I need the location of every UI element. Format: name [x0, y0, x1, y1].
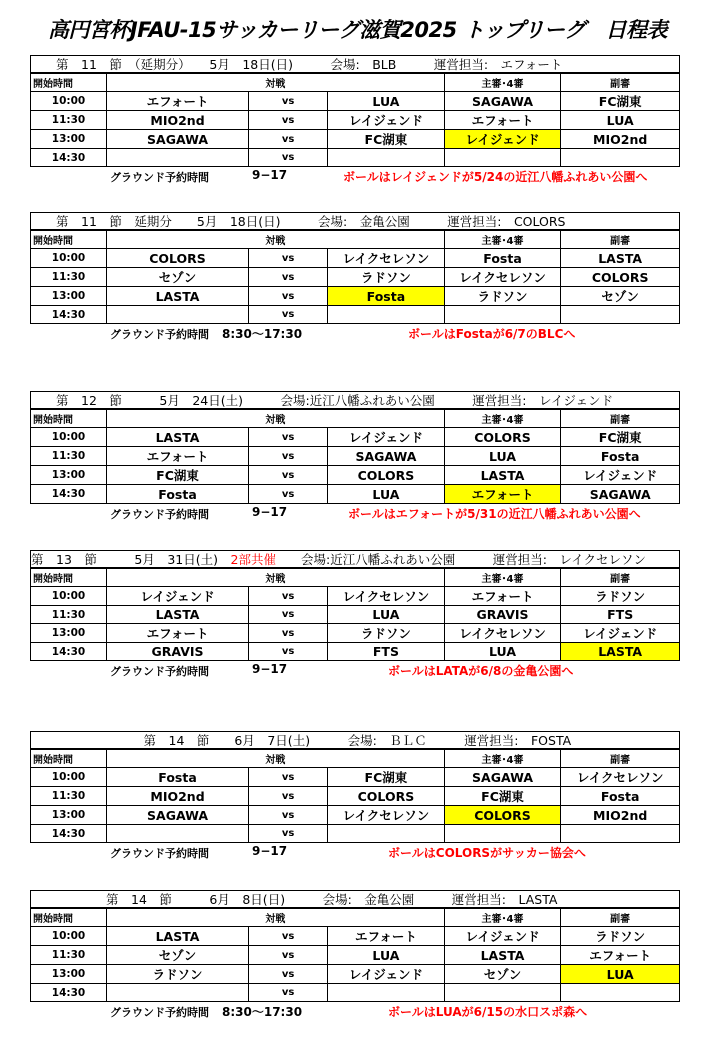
- referee: [444, 825, 561, 843]
- kickoff-time: 14:30: [31, 984, 107, 1002]
- table-row: [31, 249, 680, 268]
- schedule-block: [30, 212, 680, 344]
- kickoff-time: 10:00: [31, 249, 107, 268]
- kickoff-time: 13:00: [31, 287, 107, 306]
- assistant-referee: LUA: [561, 111, 680, 130]
- vs-label: vs: [249, 306, 328, 324]
- assistant-referee: FC湖東: [561, 428, 680, 447]
- kickoff-time: 10:00: [31, 92, 107, 111]
- assistant-referee: FTS: [561, 606, 680, 624]
- assistant-referee: LASTA: [561, 249, 680, 268]
- referee: エフォート: [444, 111, 561, 130]
- assistant-referee: MIO2nd: [561, 130, 680, 149]
- ground-time: 9−17: [252, 168, 288, 182]
- referee: LASTA: [444, 946, 561, 965]
- ground-time: 9−17: [252, 505, 288, 519]
- vs-label: vs: [249, 606, 328, 624]
- col-time: 開始時間: [31, 750, 107, 768]
- away-team: Fosta: [328, 287, 445, 306]
- match-table: [30, 908, 680, 1002]
- vs-label: vs: [249, 447, 328, 466]
- match-table: [30, 73, 680, 167]
- assistant-referee: COLORS: [561, 268, 680, 287]
- table-row: [31, 965, 680, 984]
- home-team: FC湖東: [107, 466, 249, 485]
- page-title: 高円宮杯JFAU-15サッカーリーグ滋賀2025 トップリーグ 日程表: [47, 18, 668, 42]
- col-match: 対戦: [107, 410, 445, 428]
- away-team: COLORS: [328, 787, 445, 806]
- table-row: [31, 643, 680, 661]
- matchday-info: 第 12 節 5月 24日(土) 会場:近江八幡ふれあい公園 運営担当: レイジェンド: [31, 393, 614, 408]
- referee: SAGAWA: [444, 768, 561, 787]
- home-team: エフォート: [107, 92, 249, 111]
- vs-label: vs: [249, 768, 328, 787]
- col-referee: 主審･4審: [444, 750, 561, 768]
- kickoff-time: 14:30: [31, 643, 107, 661]
- matchday-info: 第 14 節 6月 8日(日) 会場: 金亀公園 運営担当: LASTA: [31, 892, 558, 907]
- col-referee: 主審･4審: [444, 569, 561, 587]
- home-team: セゾン: [107, 268, 249, 287]
- co-host-note: 2部共催: [230, 552, 276, 567]
- home-team: LASTA: [107, 287, 249, 306]
- referee: ラドソン: [444, 287, 561, 306]
- away-team: FC湖東: [328, 130, 445, 149]
- column-header-row: [31, 231, 680, 249]
- home-team: LASTA: [107, 927, 249, 946]
- referee: エフォート: [444, 485, 561, 504]
- kickoff-time: 14:30: [31, 825, 107, 843]
- referee: セゾン: [444, 965, 561, 984]
- table-row: [31, 466, 680, 485]
- col-time: 開始時間: [31, 74, 107, 92]
- col-assistant: 副審: [561, 750, 680, 768]
- matchday-header: [30, 550, 680, 568]
- kickoff-time: 14:30: [31, 485, 107, 504]
- away-team: FC湖東: [328, 768, 445, 787]
- vs-label: vs: [249, 825, 328, 843]
- assistant-referee: FC湖東: [561, 92, 680, 111]
- assistant-referee: レイクセレソン: [561, 768, 680, 787]
- ball-note: ボールはエフォートが5/31の近江八幡ふれあい公園へ: [348, 507, 641, 521]
- away-team: レイジェンド: [328, 111, 445, 130]
- column-header-row: [31, 909, 680, 927]
- kickoff-time: 11:30: [31, 606, 107, 624]
- table-row: [31, 485, 680, 504]
- matchday-header: [30, 890, 680, 908]
- home-team: エフォート: [107, 624, 249, 643]
- matchday-header: [30, 212, 680, 230]
- ground-note: [30, 167, 680, 187]
- match-table: [30, 409, 680, 504]
- away-team: [328, 984, 445, 1002]
- matchday-header: [30, 391, 680, 409]
- matchday-info: 第 11 節 延期分 5月 18日(日) 会場: 金亀公園 運営担当: COLORS: [31, 214, 566, 229]
- kickoff-time: 10:00: [31, 768, 107, 787]
- table-row: [31, 927, 680, 946]
- away-team: LUA: [328, 946, 445, 965]
- column-header-row: [31, 74, 680, 92]
- col-assistant: 副審: [561, 909, 680, 927]
- table-row: [31, 92, 680, 111]
- matchday-info: 第 14 節 6月 7日(土) 会場: ＢＬＣ 運営担当: FOSTA: [31, 733, 572, 748]
- col-match: 対戦: [107, 909, 445, 927]
- referee: GRAVIS: [444, 606, 561, 624]
- assistant-referee: ラドソン: [561, 587, 680, 606]
- ground-note: [30, 504, 680, 524]
- vs-label: vs: [249, 249, 328, 268]
- vs-label: vs: [249, 806, 328, 825]
- ground-label: グラウンド予約時間: [110, 1006, 209, 1019]
- referee: COLORS: [444, 806, 561, 825]
- home-team: [107, 984, 249, 1002]
- away-team: レイジェンド: [328, 965, 445, 984]
- assistant-referee: [561, 984, 680, 1002]
- kickoff-time: 10:00: [31, 927, 107, 946]
- away-team: レイクセレソン: [328, 249, 445, 268]
- home-team: SAGAWA: [107, 806, 249, 825]
- away-team: COLORS: [328, 466, 445, 485]
- kickoff-time: 13:00: [31, 965, 107, 984]
- referee: LASTA: [444, 466, 561, 485]
- schedule-block: [30, 55, 680, 187]
- away-team: ラドソン: [328, 268, 445, 287]
- col-assistant: 副審: [561, 231, 680, 249]
- table-row: [31, 806, 680, 825]
- assistant-referee: SAGAWA: [561, 485, 680, 504]
- home-team: LASTA: [107, 428, 249, 447]
- table-row: [31, 787, 680, 806]
- assistant-referee: Fosta: [561, 787, 680, 806]
- table-row: [31, 447, 680, 466]
- kickoff-time: 10:00: [31, 587, 107, 606]
- schedule-block: [30, 550, 680, 681]
- home-team: MIO2nd: [107, 787, 249, 806]
- col-referee: 主審･4審: [444, 410, 561, 428]
- vs-label: vs: [249, 624, 328, 643]
- home-team: COLORS: [107, 249, 249, 268]
- vs-label: vs: [249, 111, 328, 130]
- column-header-row: [31, 569, 680, 587]
- assistant-referee: [561, 149, 680, 167]
- referee: FC湖東: [444, 787, 561, 806]
- assistant-referee: レイジェンド: [561, 624, 680, 643]
- table-row: [31, 984, 680, 1002]
- table-row: [31, 287, 680, 306]
- col-match: 対戦: [107, 569, 445, 587]
- col-time: 開始時間: [31, 410, 107, 428]
- ground-time: 8:30〜17:30: [222, 327, 303, 341]
- home-team: Fosta: [107, 768, 249, 787]
- away-team: LUA: [328, 606, 445, 624]
- assistant-referee: Fosta: [561, 447, 680, 466]
- kickoff-time: 11:30: [31, 787, 107, 806]
- referee: [444, 306, 561, 324]
- referee: レイクセレソン: [444, 268, 561, 287]
- table-row: [31, 111, 680, 130]
- ball-note: ボールはLUAが6/15の水口スポ森へ: [388, 1005, 588, 1019]
- table-row: [31, 130, 680, 149]
- table-row: [31, 587, 680, 606]
- col-referee: 主審･4審: [444, 74, 561, 92]
- referee: SAGAWA: [444, 92, 561, 111]
- col-time: 開始時間: [31, 569, 107, 587]
- table-row: [31, 825, 680, 843]
- assistant-referee: [561, 306, 680, 324]
- col-assistant: 副審: [561, 410, 680, 428]
- home-team: LASTA: [107, 606, 249, 624]
- col-time: 開始時間: [31, 909, 107, 927]
- kickoff-time: 11:30: [31, 268, 107, 287]
- ground-note: [30, 843, 680, 863]
- home-team: [107, 306, 249, 324]
- referee: LUA: [444, 643, 561, 661]
- assistant-referee: レイジェンド: [561, 466, 680, 485]
- kickoff-time: 11:30: [31, 111, 107, 130]
- table-row: [31, 149, 680, 167]
- away-team: レイジェンド: [328, 428, 445, 447]
- vs-label: vs: [249, 485, 328, 504]
- away-team: SAGAWA: [328, 447, 445, 466]
- kickoff-time: 14:30: [31, 149, 107, 167]
- kickoff-time: 10:00: [31, 428, 107, 447]
- schedule-block: [30, 890, 680, 1022]
- matchday-header: [30, 55, 680, 73]
- col-referee: 主審･4審: [444, 231, 561, 249]
- col-assistant: 副審: [561, 74, 680, 92]
- match-table: [30, 749, 680, 843]
- referee: [444, 984, 561, 1002]
- ground-time: 8:30〜17:30: [222, 1005, 303, 1019]
- kickoff-time: 14:30: [31, 306, 107, 324]
- match-table: [30, 568, 680, 661]
- ground-time: 9−17: [252, 662, 288, 676]
- assistant-referee: セゾン: [561, 287, 680, 306]
- away-team: [328, 306, 445, 324]
- vs-label: vs: [249, 787, 328, 806]
- kickoff-time: 11:30: [31, 946, 107, 965]
- col-time: 開始時間: [31, 231, 107, 249]
- ground-note: [30, 1002, 680, 1022]
- referee: COLORS: [444, 428, 561, 447]
- vs-label: vs: [249, 268, 328, 287]
- away-team: レイクセレソン: [328, 806, 445, 825]
- col-referee: 主審･4審: [444, 909, 561, 927]
- vs-label: vs: [249, 149, 328, 167]
- ball-note: ボールはLATAが6/8の金亀公園へ: [388, 664, 574, 678]
- assistant-referee: [561, 825, 680, 843]
- away-team: LUA: [328, 485, 445, 504]
- table-row: [31, 768, 680, 787]
- referee: レイクセレソン: [444, 624, 561, 643]
- ball-note: ボールはFostaが6/7のBLCへ: [408, 327, 576, 341]
- referee: Fosta: [444, 249, 561, 268]
- home-team: GRAVIS: [107, 643, 249, 661]
- referee: [444, 149, 561, 167]
- vs-label: vs: [249, 965, 328, 984]
- table-row: [31, 946, 680, 965]
- col-match: 対戦: [107, 750, 445, 768]
- assistant-referee: MIO2nd: [561, 806, 680, 825]
- home-team: SAGAWA: [107, 130, 249, 149]
- vs-label: vs: [249, 466, 328, 485]
- matchday-info: 第 13 節 5月 31日(土): [31, 552, 219, 567]
- referee: レイジェンド: [444, 130, 561, 149]
- home-team: エフォート: [107, 447, 249, 466]
- ball-note: ボールはCOLORSがサッカー協会へ: [388, 846, 586, 860]
- col-match: 対戦: [107, 231, 445, 249]
- vs-label: vs: [249, 984, 328, 1002]
- kickoff-time: 13:00: [31, 130, 107, 149]
- match-table: [30, 230, 680, 324]
- kickoff-time: 13:00: [31, 806, 107, 825]
- ground-note: [30, 661, 680, 681]
- assistant-referee: LUA: [561, 965, 680, 984]
- ground-label: グラウンド予約時間: [110, 328, 209, 341]
- vs-label: vs: [249, 946, 328, 965]
- home-team: [107, 825, 249, 843]
- kickoff-time: 13:00: [31, 624, 107, 643]
- away-team: レイクセレソン: [328, 587, 445, 606]
- table-row: [31, 268, 680, 287]
- away-team: LUA: [328, 92, 445, 111]
- schedule-block: [30, 391, 680, 524]
- home-team: セゾン: [107, 946, 249, 965]
- matchday-info: 第 11 節 （延期分） 5月 18日(日) 会場: BLB 運営担当: エフォート: [31, 57, 563, 72]
- vs-label: vs: [249, 130, 328, 149]
- col-assistant: 副審: [561, 569, 680, 587]
- matchday-header: [30, 731, 680, 749]
- vs-label: vs: [249, 92, 328, 111]
- ground-label: グラウンド予約時間: [110, 847, 209, 860]
- home-team: ラドソン: [107, 965, 249, 984]
- away-team: [328, 825, 445, 843]
- column-header-row: [31, 750, 680, 768]
- ground-label: グラウンド予約時間: [110, 665, 209, 678]
- away-team: FTS: [328, 643, 445, 661]
- table-row: [31, 606, 680, 624]
- home-team: MIO2nd: [107, 111, 249, 130]
- away-team: ラドソン: [328, 624, 445, 643]
- vs-label: vs: [249, 927, 328, 946]
- table-row: [31, 428, 680, 447]
- home-team: [107, 149, 249, 167]
- assistant-referee: エフォート: [561, 946, 680, 965]
- home-team: レイジェンド: [107, 587, 249, 606]
- ground-note: [30, 324, 680, 344]
- kickoff-time: 11:30: [31, 447, 107, 466]
- referee: LUA: [444, 447, 561, 466]
- kickoff-time: 13:00: [31, 466, 107, 485]
- venue-info: 会場:近江八幡ふれあい公園 運営担当: レイクセレソン: [276, 552, 647, 567]
- ball-note: ボールはレイジェンドが5/24の近江八幡ふれあい公園へ: [343, 170, 648, 184]
- home-team: Fosta: [107, 485, 249, 504]
- table-row: [31, 306, 680, 324]
- column-header-row: [31, 410, 680, 428]
- assistant-referee: ラドソン: [561, 927, 680, 946]
- away-team: エフォート: [328, 927, 445, 946]
- vs-label: vs: [249, 287, 328, 306]
- vs-label: vs: [249, 587, 328, 606]
- ground-time: 9−17: [252, 844, 288, 858]
- col-match: 対戦: [107, 74, 445, 92]
- ground-label: グラウンド予約時間: [110, 508, 209, 521]
- referee: エフォート: [444, 587, 561, 606]
- referee: レイジェンド: [444, 927, 561, 946]
- vs-label: vs: [249, 428, 328, 447]
- away-team: [328, 149, 445, 167]
- vs-label: vs: [249, 643, 328, 661]
- assistant-referee: LASTA: [561, 643, 680, 661]
- table-row: [31, 624, 680, 643]
- schedule-block: [30, 731, 680, 863]
- ground-label: グラウンド予約時間: [110, 171, 209, 184]
